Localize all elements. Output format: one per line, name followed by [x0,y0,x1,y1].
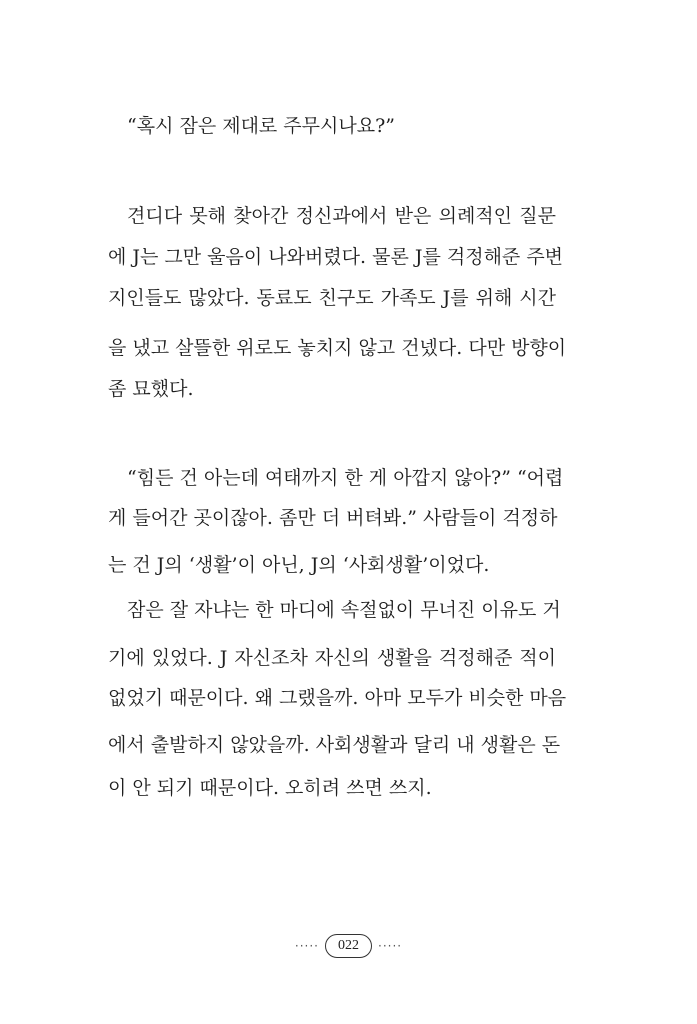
paragraph-4-line-2: 기에 있었다. J 자신조차 자신의 생활을 걱정해준 적이 [108,647,556,669]
paragraph-4-line-3: 없었기 때문이다. 왜 그랬을까. 아마 모두가 비슷한 마음 [108,687,567,709]
paragraph-3-line-3: 는 건 J의 ‘생활’이 아닌, J의 ‘사회생활’이었다. [108,554,490,576]
footer-dots-left: ····· [294,939,319,953]
paragraph-2-line-3: 지인들도 많았다. 동료도 친구도 가족도 J를 위해 시간 [108,287,556,309]
paragraph-1-line-1: “혹시 잠은 제대로 주무시나요?” [127,115,395,137]
paragraph-4-line-1: 잠은 잘 자냐는 한 마디에 속절없이 무너진 이유도 거 [127,599,561,621]
paragraph-3-line-2: 게 들어간 곳이잖아. 좀만 더 버텨봐.” 사람들이 걱정하 [108,507,558,529]
footer-dots-right: ····· [378,939,403,953]
paragraph-4-line-5: 이 안 되기 때문이다. 오히려 쓰면 쓰지. [108,777,432,799]
page-footer [0,933,697,959]
paragraph-2-line-5: 좀 묘했다. [108,378,194,400]
paragraph-2-line-2: 에 J는 그만 울음이 나와버렸다. 물론 J를 걱정해준 주변 [108,246,564,268]
paragraph-3-line-1: “힘든 건 아는데 여태까지 한 게 아깝지 않아?” “어렵 [127,467,564,489]
page-number: 022 [325,934,372,958]
paragraph-4-line-4: 에서 출발하지 않았을까. 사회생활과 달리 내 생활은 돈 [108,734,561,756]
paragraph-2-line-4: 을 냈고 살뜰한 위로도 놓치지 않고 건넸다. 다만 방향이 [108,337,567,359]
paragraph-2-line-1: 견디다 못해 찾아간 정신과에서 받은 의례적인 질문 [127,205,556,227]
